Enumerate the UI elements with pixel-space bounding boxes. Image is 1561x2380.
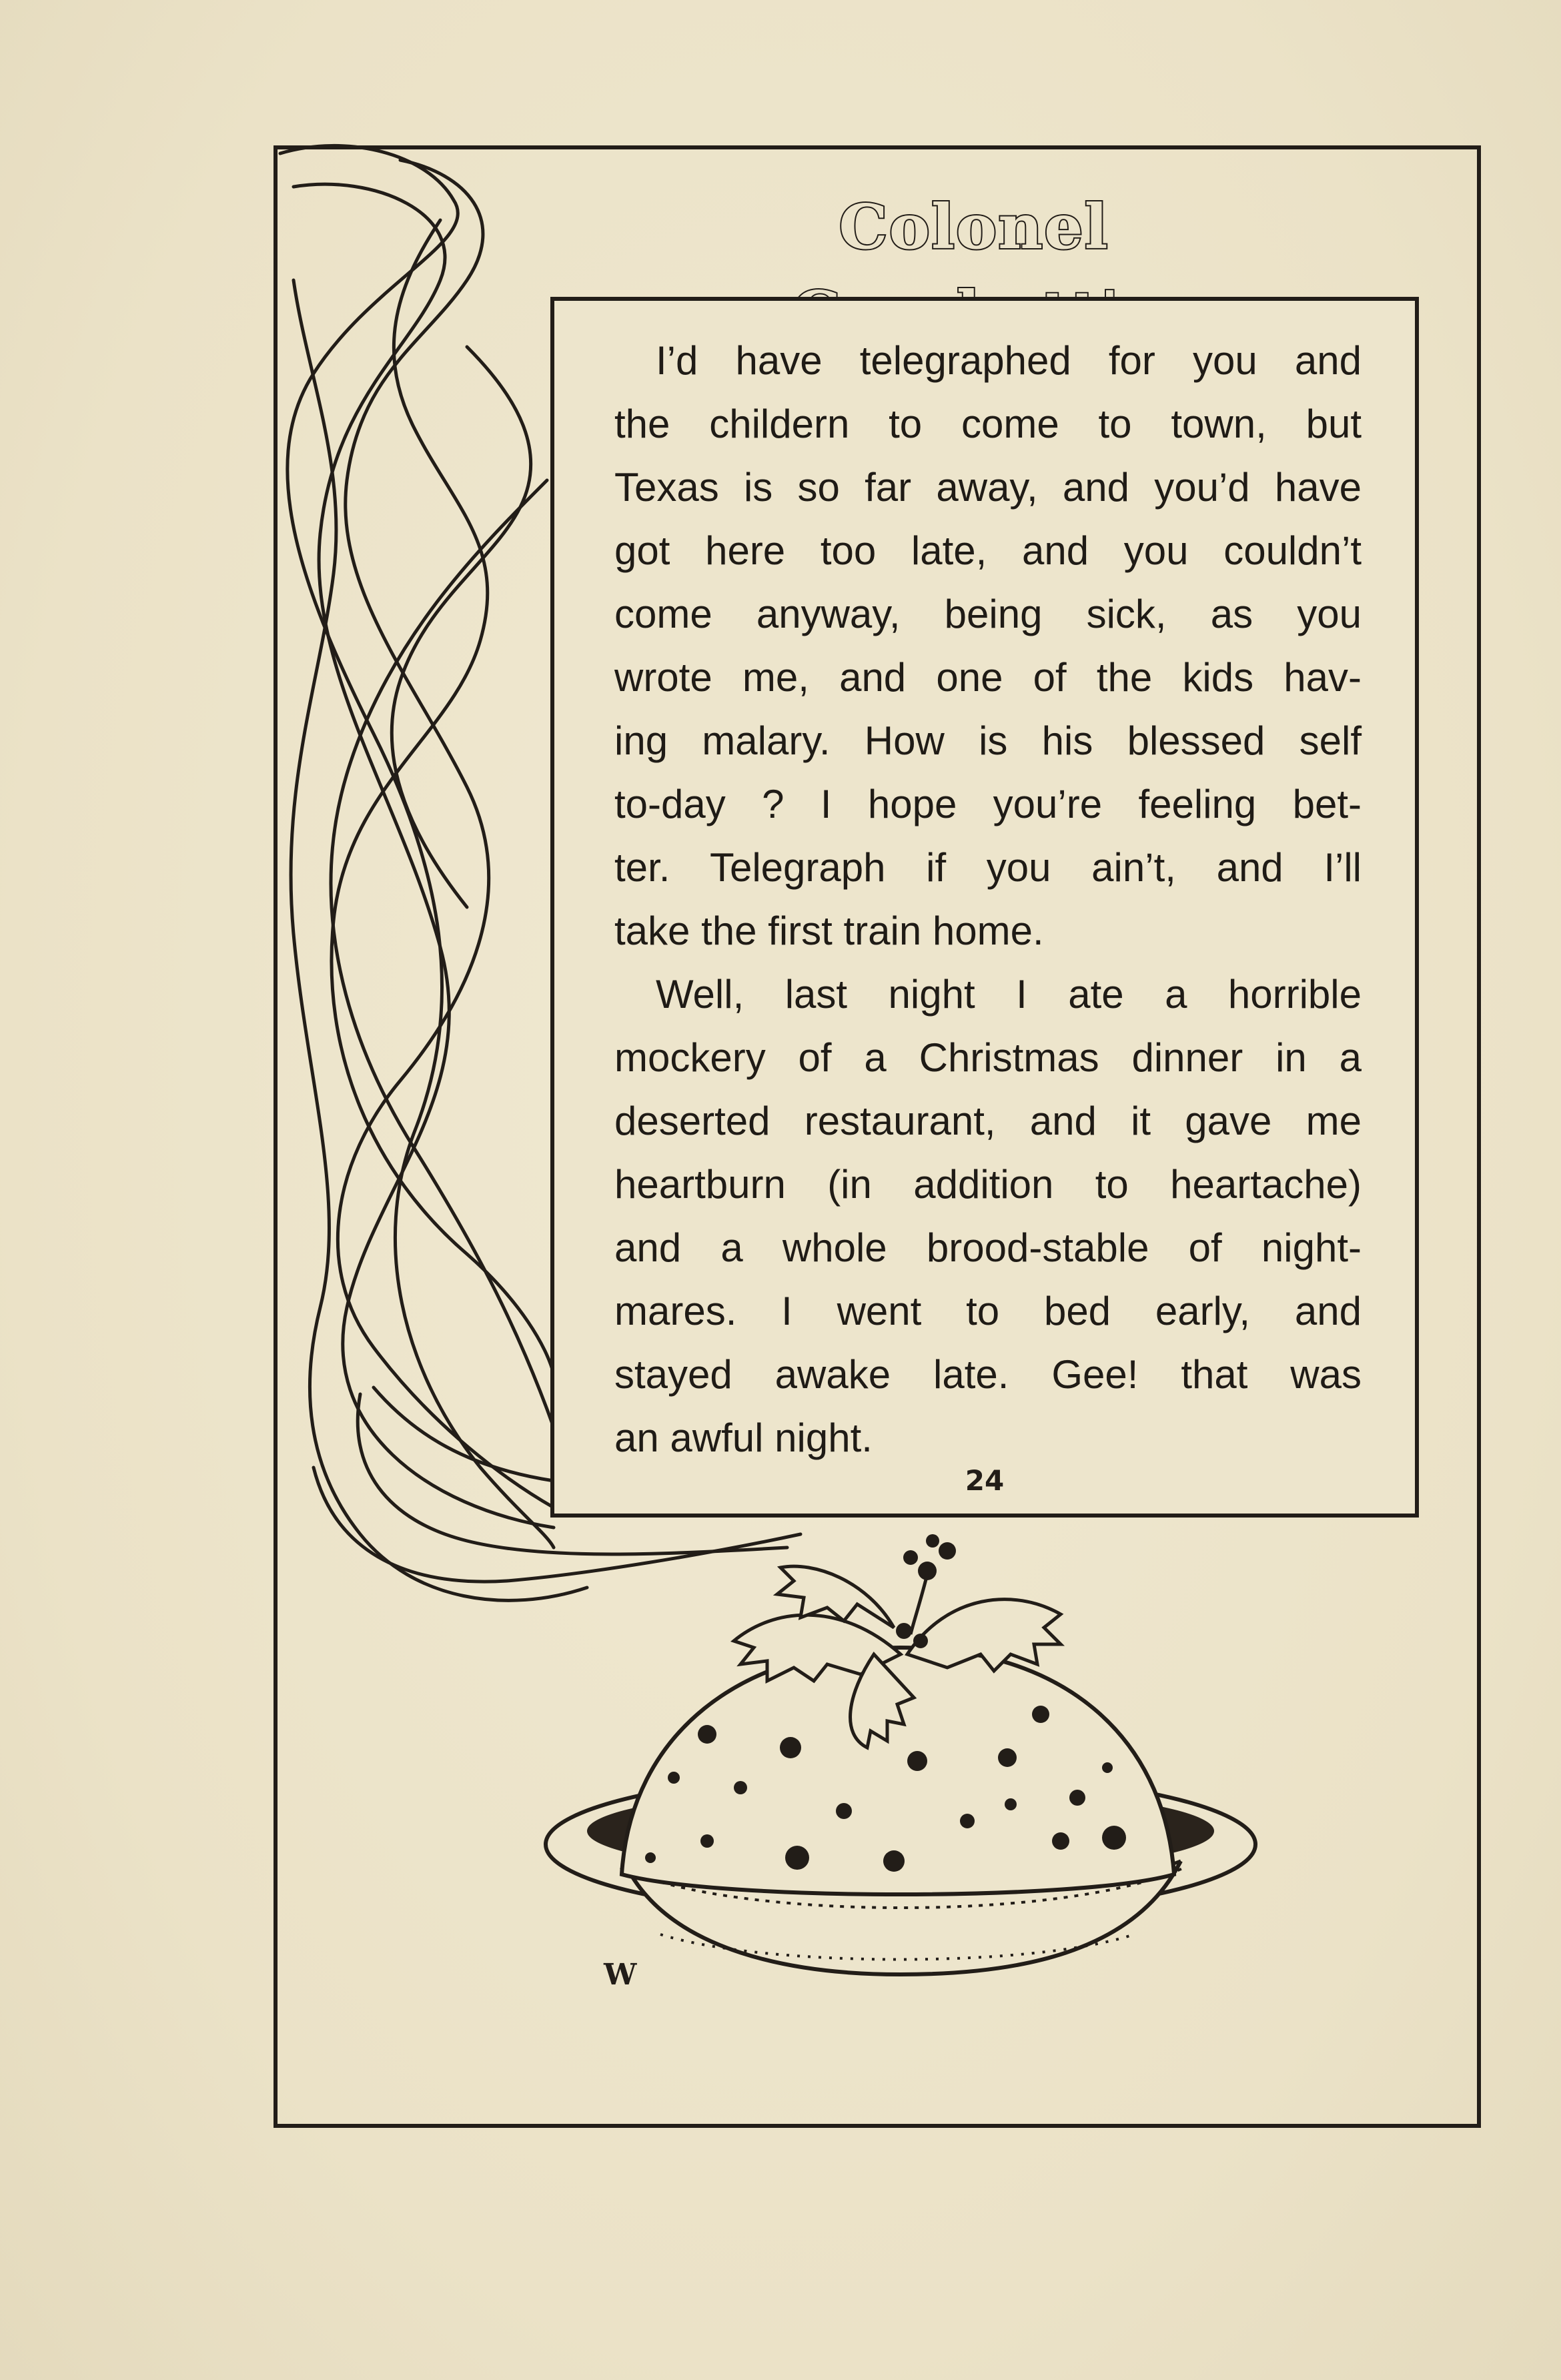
text-line: mares. I went to bed early, and: [614, 1289, 1362, 1333]
text-line: Well, last night I ate a horrible: [656, 972, 1362, 1017]
running-header: [667, 183, 1281, 270]
text-line: wrote me, and one of the kids hav-: [614, 655, 1362, 700]
text-line: stayed awake late. Gee! that was: [614, 1352, 1362, 1397]
text-line: got here too late, and you couldn’t: [614, 528, 1362, 573]
text-line: Texas is so far away, and you’d have: [614, 465, 1362, 510]
text-line: the childern to come to town, but: [614, 402, 1362, 446]
text-line: to-day ? I hope you’re feeling bet-: [614, 782, 1362, 826]
text-line: mockery of a Christmas dinner in a: [614, 1035, 1362, 1080]
page-number: 24: [965, 1464, 1005, 1497]
text-line: I’d have telegraphed for you and: [656, 338, 1362, 383]
text-line: heartburn (in addition to heartache): [614, 1162, 1362, 1207]
text-line: and a whole brood-stable of night-: [614, 1225, 1362, 1270]
artist-signature: W: [604, 1958, 637, 1992]
text-line: ter. Telegraph if you ain’t, and I’ll: [614, 845, 1362, 890]
text-line: deserted restaurant, and it gave me: [614, 1099, 1362, 1143]
page-title: Colonel: [839, 191, 1109, 263]
text-line: an awful night.: [614, 1415, 873, 1460]
text-panel: [550, 297, 1419, 1518]
text-line: ing malary. How is his blessed self: [614, 718, 1362, 763]
text-line: come anyway, being sick, as you: [614, 592, 1362, 636]
text-line: take the first train home.: [614, 909, 1044, 953]
